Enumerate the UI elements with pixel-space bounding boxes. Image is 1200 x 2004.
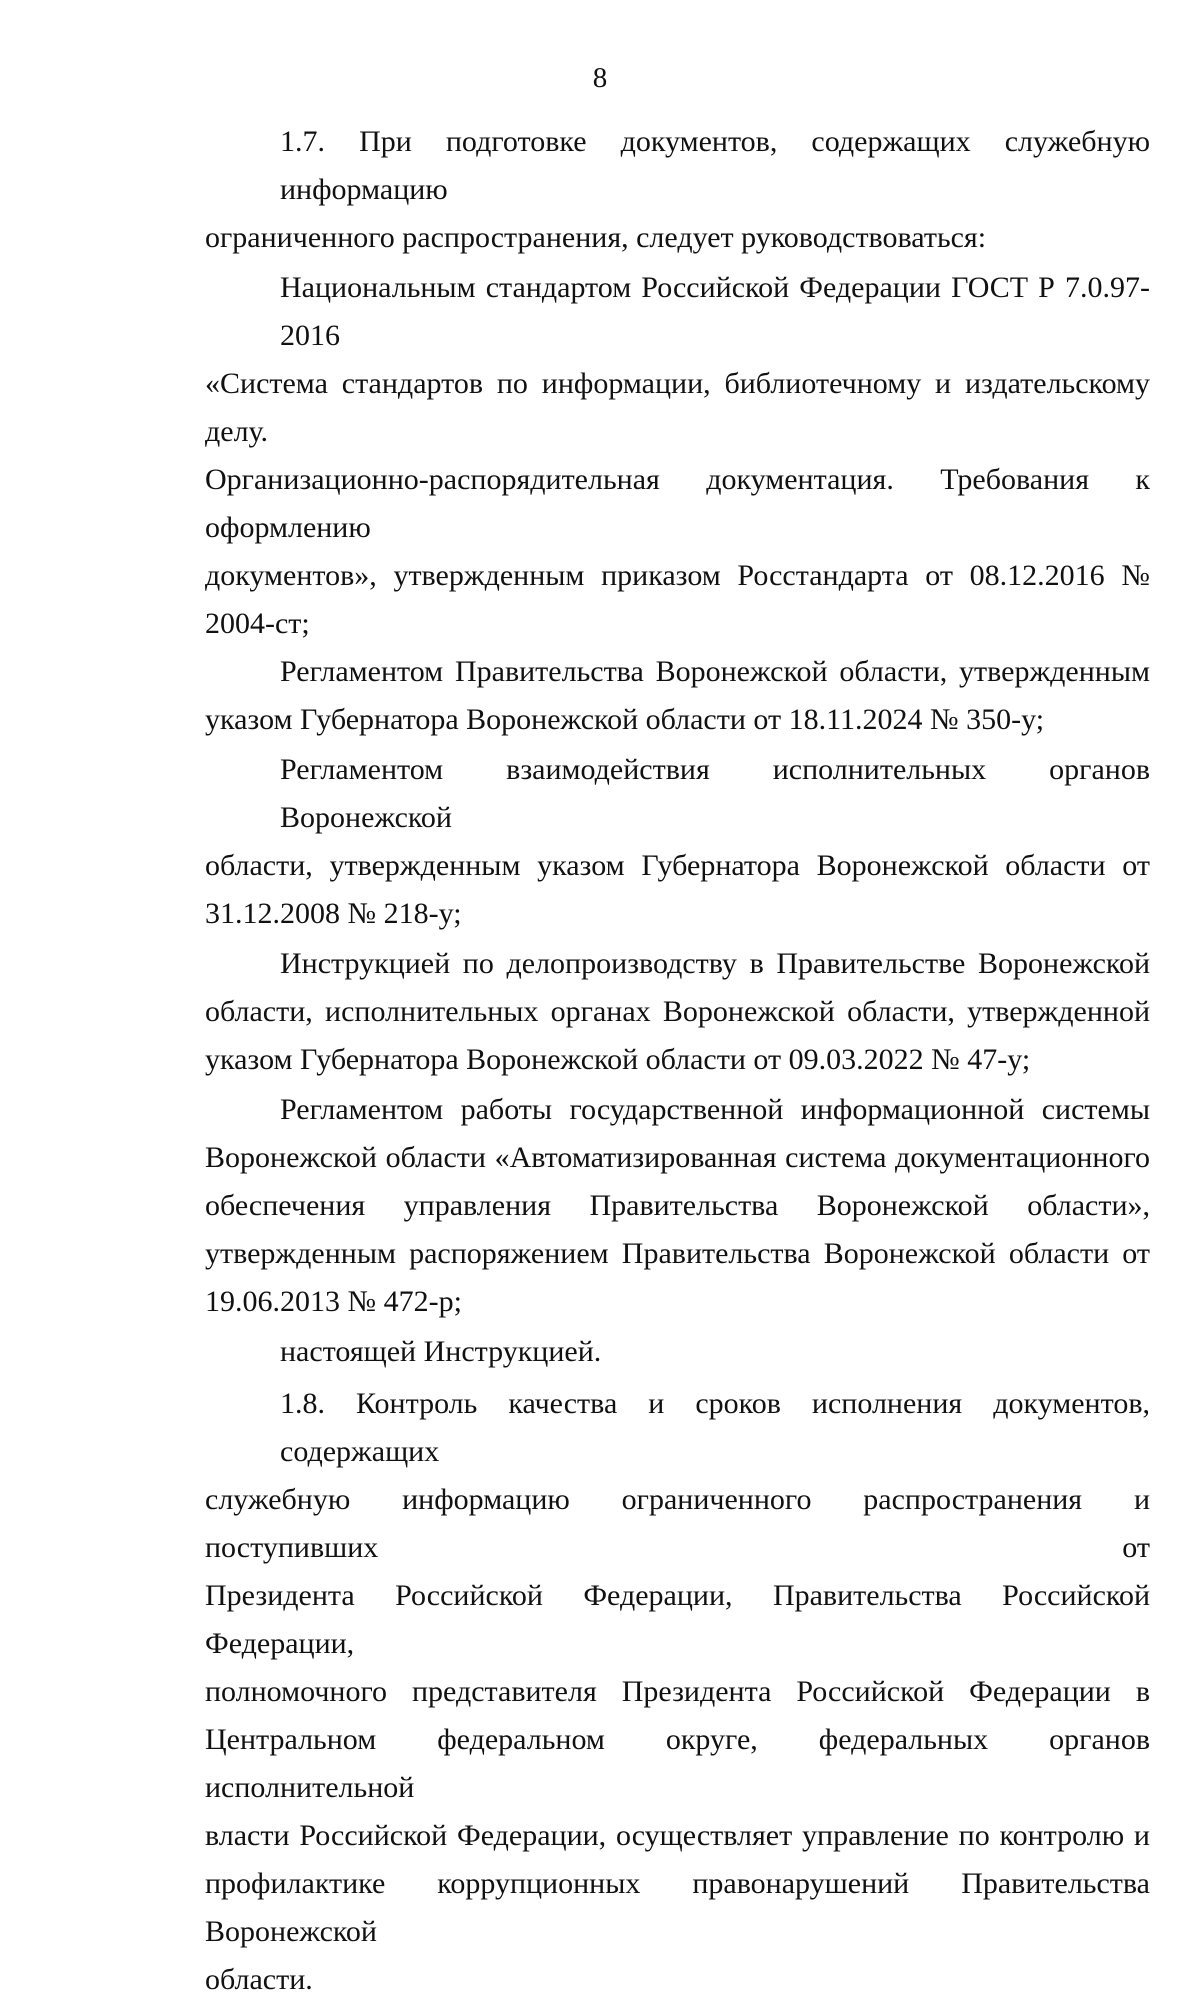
text-line: Инструкцией по делопроизводству в Правительстве Воронежской [280,947,1150,980]
text-line: власти Российской Федерации, осуществляет управление по контролю и [205,1819,1150,1852]
page-number: 8 [592,62,608,94]
document-body [205,118,1150,2004]
text-line: Регламентом взаимодействия исполнительных органов Воронежской [280,753,1150,834]
text-line: Организационно-распорядительная документация. Требования к оформлению [205,463,1150,544]
text-line: Регламентом работы государственной информационной системы [280,1093,1150,1126]
text-line: документов», утвержденным приказом Росстандарта от 08.12.2016 № 2004-ст; [205,559,1150,640]
text-line: указом Губернатора Воронежской области от 18.11.2024 № 350-у; [205,703,1045,736]
paragraph-records-instruction [205,940,1150,1084]
text-line: Воронежской области «Автоматизированная система документационного [205,1141,1150,1174]
text-line: Президента Российской Федерации, Правительства Российской Федерации, [205,1579,1150,1660]
text-line: 1.7. При подготовке документов, содержащих служебную информацию [280,125,1150,206]
paragraph-interaction-regulation [205,746,1150,938]
text-line: области. [205,1963,313,1996]
text-line: Национальным стандартом Российской Федерации ГОСТ Р 7.0.97-2016 [280,271,1150,352]
text-line: «Система стандартов по информации, библиотечному и издательскому делу. [205,367,1150,448]
paragraph-gost [205,264,1150,648]
paragraph-gis-regulation [205,1086,1150,1326]
paragraph-1-8 [205,1380,1150,2004]
text-line: полномочного представителя Президента Российской Федерации в [205,1675,1150,1708]
paragraph-1-7 [205,118,1150,262]
text-line: 19.06.2013 № 472-р; [205,1285,462,1318]
text-line: служебную информацию ограниченного распространения и поступивших от [205,1483,1150,1564]
text-line: обеспечения управления Правительства Воронежской области», [205,1189,1150,1222]
text-line: 31.12.2008 № 218-у; [205,897,462,930]
text-line: указом Губернатора Воронежской области от 09.03.2022 № 47-у; [205,1043,1031,1076]
text-line: Центральном федеральном округе, федеральных органов исполнительной [205,1723,1150,1804]
text-line: области, исполнительных органах Воронежской области, утвержденной [205,995,1150,1028]
paragraph-government-regulation [205,648,1150,744]
text-line: ограниченного распространения, следует руководствоваться: [205,221,987,254]
text-line: настоящей Инструкцией. [280,1335,602,1368]
text-line: профилактике коррупционных правонарушений Правительства Воронежской [205,1867,1150,1948]
text-line: Регламентом Правительства Воронежской области, утвержденным [280,655,1150,688]
paragraph-this-instruction [205,1328,1150,1376]
text-line: 1.8. Контроль качества и сроков исполнения документов, содержащих [280,1387,1150,1468]
text-line: области, утвержденным указом Губернатора Воронежской области от [205,849,1150,882]
text-line: утвержденным распоряжением Правительства Воронежской области от [205,1237,1150,1270]
